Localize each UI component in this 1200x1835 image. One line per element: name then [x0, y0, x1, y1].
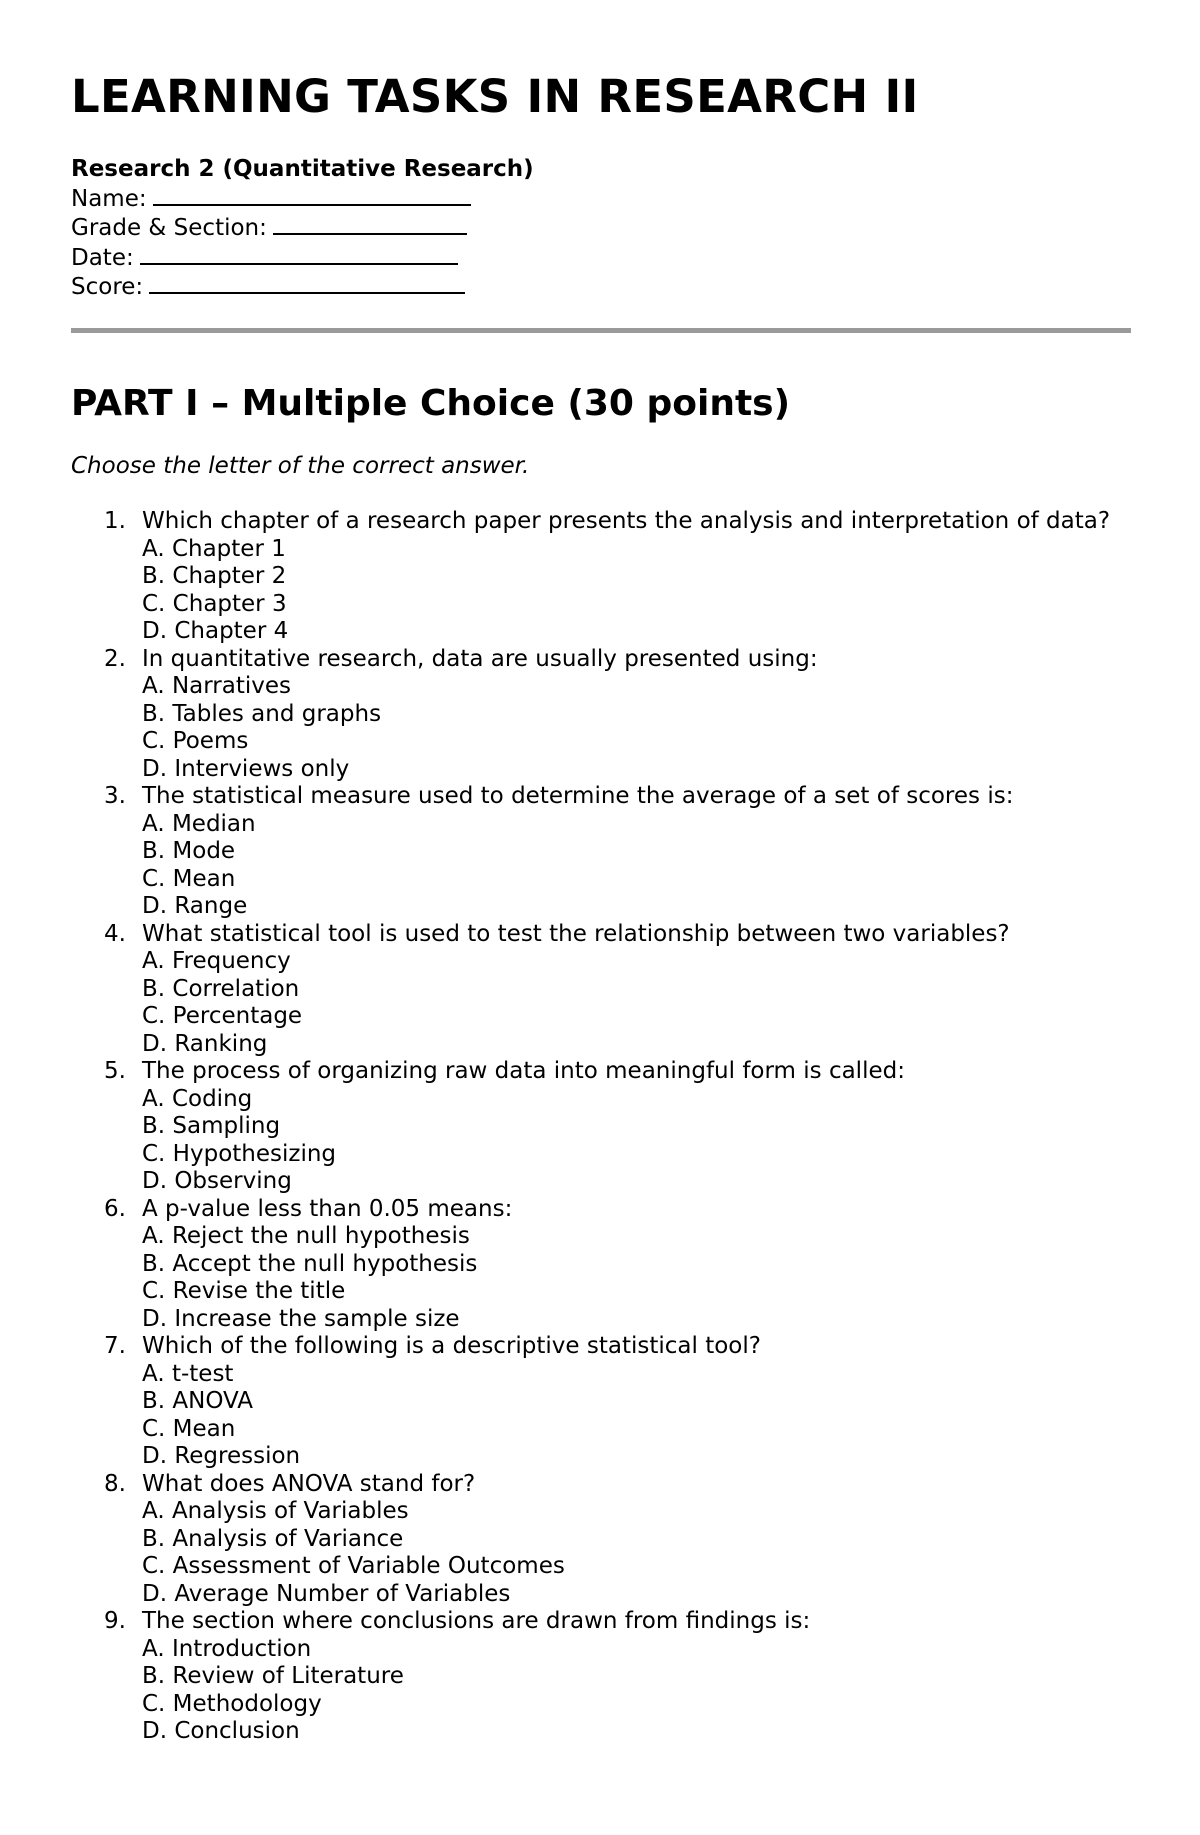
name-blank-line[interactable]: [153, 184, 471, 206]
question-text: Which of the following is a descriptive statistical tool?: [142, 1333, 761, 1359]
question-number: 9.: [104, 1608, 126, 1634]
score-field-row: [71, 272, 1131, 302]
question-text: In quantitative research, data are usually presented using:: [142, 645, 818, 672]
answer-option[interactable]: A. Frequency: [142, 948, 291, 974]
answer-option[interactable]: C. Revise the title: [142, 1278, 346, 1304]
answer-option[interactable]: A. Reject the null hypothesis: [142, 1223, 470, 1249]
answer-option[interactable]: A. Median: [142, 810, 256, 837]
part1-instruction: Choose the letter of the correct answer.: [71, 452, 530, 479]
answer-option[interactable]: B. ANOVA: [142, 1388, 254, 1414]
answer-option[interactable]: A. Chapter 1: [142, 535, 286, 562]
date-field-label: Date:: [71, 244, 134, 271]
question-item: [71, 1196, 1131, 1334]
answer-option[interactable]: D. Ranking: [142, 1030, 268, 1057]
answer-option[interactable]: C. Hypothesizing: [142, 1140, 337, 1167]
question-number: 4.: [104, 920, 126, 947]
answer-option[interactable]: D. Chapter 4: [142, 618, 289, 644]
question-item: [71, 1058, 1131, 1196]
grade-section-field-row: [71, 213, 1131, 243]
answer-option[interactable]: B. Analysis of Variance: [142, 1525, 404, 1552]
score-blank-line[interactable]: [149, 272, 465, 294]
question-item: [71, 921, 1131, 1059]
question-item: [71, 646, 1131, 784]
subject-heading: Research 2 (Quantitative Research): [71, 156, 534, 182]
question-text: The statistical measure used to determine the average of a set of scores is:: [142, 783, 1014, 809]
question-item: [71, 1333, 1131, 1471]
question-number: 2.: [104, 645, 126, 672]
question-text: Which chapter of a research paper presents the analysis and interpretation of data?: [142, 508, 1111, 534]
grade-section-blank-line[interactable]: [273, 213, 467, 235]
answer-option[interactable]: B. Mode: [142, 838, 236, 864]
question-item: [71, 1471, 1131, 1609]
date-blank-line[interactable]: [140, 243, 458, 265]
answer-option[interactable]: C. Poems: [142, 728, 249, 754]
answer-option[interactable]: D. Increase the sample size: [142, 1305, 460, 1332]
question-number: 8.: [104, 1470, 126, 1497]
answer-option[interactable]: D. Average Number of Variables: [142, 1580, 511, 1607]
worksheet-page: [71, 66, 1131, 1746]
answer-option[interactable]: A. Introduction: [142, 1635, 312, 1662]
question-text: What does ANOVA stand for?: [142, 1470, 476, 1497]
question-number: 1.: [104, 508, 126, 534]
question-number: 5.: [104, 1058, 126, 1084]
part1-title: PART I – Multiple Choice (30 points): [71, 382, 791, 424]
score-field-label: Score:: [71, 274, 144, 300]
name-field-label: Name:: [71, 185, 147, 212]
answer-option[interactable]: A. Coding: [142, 1085, 253, 1112]
answer-option[interactable]: A. t-test: [142, 1360, 234, 1387]
answer-option[interactable]: D. Interviews only: [142, 755, 350, 782]
question-item: [71, 783, 1131, 921]
answer-option[interactable]: B. Sampling: [142, 1113, 281, 1139]
answer-option[interactable]: B. Tables and graphs: [142, 700, 382, 727]
date-field-row: [71, 243, 1131, 273]
answer-option[interactable]: C. Methodology: [142, 1690, 322, 1717]
answer-option[interactable]: A. Narratives: [142, 673, 292, 699]
answer-option[interactable]: D. Range: [142, 893, 248, 919]
document-title: LEARNING TASKS IN RESEARCH II: [71, 70, 919, 123]
answer-option[interactable]: A. Analysis of Variables: [142, 1498, 409, 1524]
answer-option[interactable]: D. Conclusion: [142, 1718, 300, 1744]
question-number: 6.: [104, 1195, 126, 1222]
answer-option[interactable]: D. Observing: [142, 1168, 292, 1194]
answer-option[interactable]: D. Regression: [142, 1443, 301, 1469]
answer-option[interactable]: B. Accept the null hypothesis: [142, 1250, 478, 1277]
grade-section-field-label: Grade & Section:: [71, 215, 267, 241]
answer-option[interactable]: C. Mean: [142, 1415, 236, 1442]
question-list: [71, 508, 1131, 1746]
section-divider: [71, 328, 1131, 333]
question-number: 3.: [104, 783, 126, 809]
answer-option[interactable]: C. Assessment of Variable Outcomes: [142, 1553, 565, 1579]
question-text: What statistical tool is used to test the relationship between two variables?: [142, 920, 1010, 947]
answer-option[interactable]: B. Chapter 2: [142, 563, 287, 589]
answer-option[interactable]: C. Mean: [142, 865, 236, 892]
question-item: [71, 508, 1131, 646]
question-text: The section where conclusions are drawn from findings is:: [142, 1608, 811, 1634]
question-text: The process of organizing raw data into meaningful form is called:: [142, 1058, 905, 1084]
question-number: 7.: [104, 1333, 126, 1359]
answer-option[interactable]: B. Review of Literature: [142, 1663, 404, 1689]
answer-option[interactable]: B. Correlation: [142, 975, 300, 1002]
student-info-block: [71, 156, 1131, 302]
question-text: A p-value less than 0.05 means:: [142, 1195, 513, 1222]
answer-option[interactable]: C. Percentage: [142, 1003, 303, 1029]
question-item: [71, 1608, 1131, 1746]
answer-option[interactable]: C. Chapter 3: [142, 590, 287, 617]
name-field-row: [71, 184, 1131, 214]
